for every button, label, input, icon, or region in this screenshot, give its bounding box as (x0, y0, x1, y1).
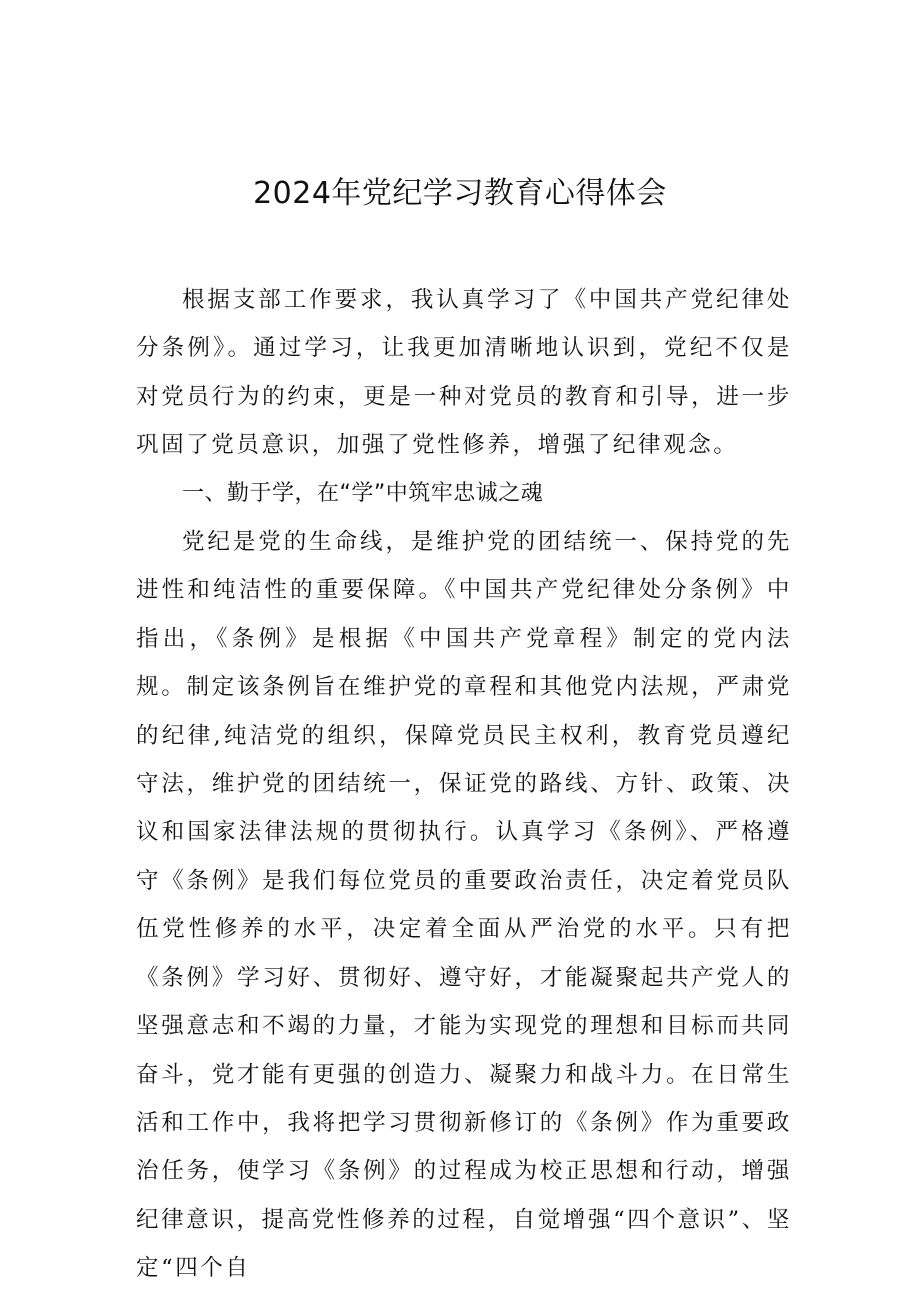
document-title: 2024年党纪学习教育心得体会 (253, 176, 667, 211)
section-heading-1: 一、勤于学，在“学”中筑牢忠诚之魂 (182, 480, 544, 506)
section-1-paragraph: 党纪是党的生命线，是维护党的团结统一、保持党的先进性和纯洁性的重要保障。《中国共产党纪律处分条例》中指出，《条例》是根据《中国共产党章程》制定的党内法规。制定该条例旨在维护党的章程和其他党内法规，严肃党的纪律,纯洁党的组织，保障党员民主权利，教育党员遵纪守法，维护党的团结统一，保证党的路线、方针、政策、决议和国家法律法规的贯彻执行。认真学习《条例》、严格遵守《条例》是我们每位党员的重要政治责任，决定着党员队伍党性修养的水平，决定着全面从严治党的水平。只有把《条例》学习好、贯彻好、遵守好，才能凝聚起共产党人的坚强意志和不竭的力量，才能为实现党的理想和目标而共同奋斗，党才能有更强的创造力、凝聚力和战斗力。在日常生活和工作中，我将把学习贯彻新修订的《条例》作为重要政治任务，使学习《条例》的过程成为校正思想和行动，增强纪律意识，提高党性修养的过程，自觉增强“四个意识”、坚定“四个自 (136, 529, 792, 1282)
intro-paragraph: 根据支部工作要求，我认真学习了《中国共产党纪律处分条例》。通过学习，让我更加清晰地认识到，党纪不仅是对党员行为的约束，更是一种对党员的教育和引导，进一步巩固了党员意识，加强了党性修养，增强了纪律观念。 (136, 287, 792, 459)
document-body (136, 276, 792, 1293)
